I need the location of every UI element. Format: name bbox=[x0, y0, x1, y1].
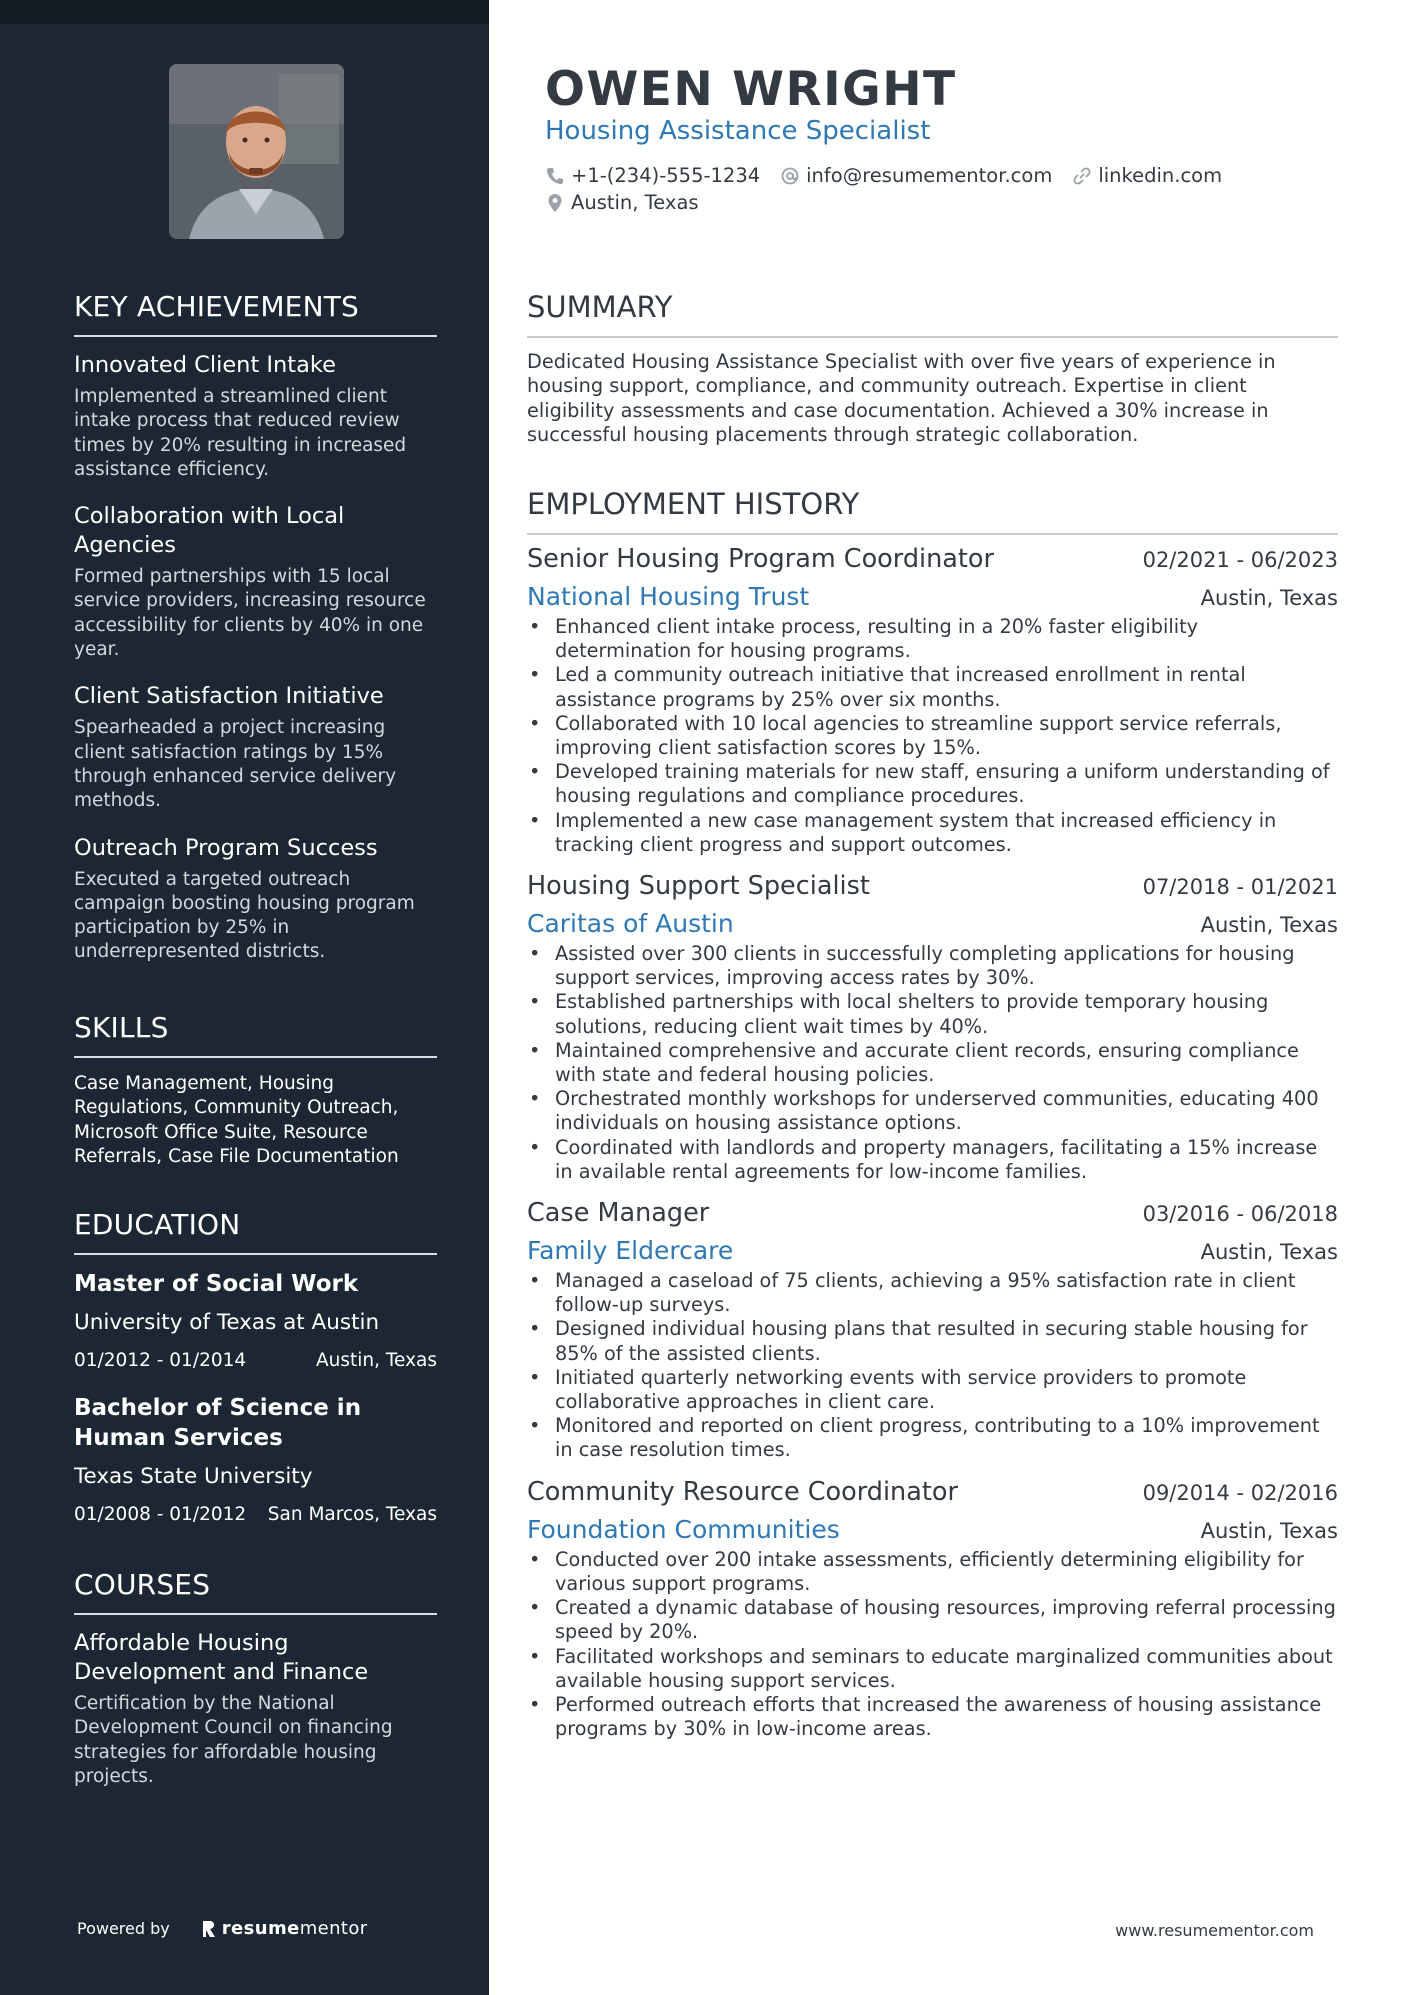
achievement-title: Collaboration with Local Agencies bbox=[74, 503, 345, 559]
linkedin-text: linkedin.com bbox=[1098, 164, 1223, 187]
achievement-title: Client Satisfaction Initiative bbox=[74, 683, 384, 710]
contact-email[interactable] bbox=[780, 164, 1052, 187]
job-title: Community Resource Coordinator bbox=[527, 1476, 958, 1507]
course-desc: Certification by the National Development Council on financing strategies for affordable housing projects. bbox=[74, 1693, 393, 1787]
job-dates: 09/2014 - 02/2016 bbox=[1142, 1480, 1338, 1505]
job-head bbox=[527, 1477, 1338, 1507]
job-bullet: • Implemented a new case management system that increased efficiency in tracking client progress and support outcomes. bbox=[527, 809, 1338, 857]
job-location: Austin, Texas bbox=[1200, 586, 1338, 610]
contact-linkedin[interactable] bbox=[1072, 164, 1222, 187]
achievement-item bbox=[74, 502, 437, 662]
skills-section bbox=[74, 1011, 437, 1169]
job-entry bbox=[527, 1198, 1338, 1463]
key-achievements-section bbox=[74, 290, 437, 985]
job-bullet: • Created a dynamic database of housing resources, improving referral processing speed by 20%. bbox=[527, 1596, 1338, 1644]
contact-location bbox=[545, 191, 699, 214]
courses-section bbox=[74, 1568, 437, 1809]
skills-list: Case Management, Housing Regulations, Community Outreach, Microsoft Office Suite, Resource Referrals, Case File Documentation bbox=[74, 1073, 399, 1167]
job-head bbox=[527, 544, 1338, 574]
job-bullet: • Designed individual housing plans that resulted in securing stable housing for 85% of the assisted clients. bbox=[527, 1317, 1338, 1365]
brand-bold: resume bbox=[221, 1918, 300, 1939]
education-school: University of Texas at Austin bbox=[74, 1310, 380, 1335]
education-school: Texas State University bbox=[74, 1464, 313, 1489]
achievement-item bbox=[74, 834, 437, 965]
job-bullet: • Performed outreach efforts that increased the awareness of housing assistance programs by 30% in low-income areas. bbox=[527, 1693, 1338, 1741]
achievement-title: Innovated Client Intake bbox=[74, 352, 336, 378]
job-sub bbox=[527, 582, 1338, 611]
resumementor-logo-icon bbox=[200, 1919, 218, 1939]
achievement-item bbox=[74, 682, 437, 813]
job-bullet: • Assisted over 300 clients in successfully completing applications for housing support services, improving access rates by 30%. bbox=[527, 942, 1338, 990]
education-dates: 01/2012 - 01/2014 bbox=[74, 1350, 247, 1371]
education-section bbox=[74, 1208, 437, 1547]
contact-row-2 bbox=[545, 191, 699, 214]
job-entry bbox=[527, 544, 1338, 857]
contact-phone[interactable] bbox=[545, 164, 760, 187]
achievement-desc: Formed partnerships with 15 local service providers, increasing resource accessibility for clients by 40% in one year. bbox=[74, 566, 426, 661]
key-achievements-heading: KEY ACHIEVEMENTS bbox=[74, 290, 437, 337]
achievement-item bbox=[74, 351, 437, 482]
location-pin-icon bbox=[545, 193, 565, 213]
employment-heading: EMPLOYMENT HISTORY bbox=[527, 487, 1338, 535]
job-bullet: • Managed a caseload of 75 clients, achieving a 95% satisfaction rate in client follow-up surveys. bbox=[527, 1269, 1338, 1317]
resumementor-logo[interactable] bbox=[200, 1918, 368, 1939]
job-location: Austin, Texas bbox=[1200, 913, 1338, 938]
resumementor-wordmark bbox=[222, 1918, 368, 1939]
education-heading: EDUCATION bbox=[74, 1208, 437, 1255]
phone-text: +1-(234)-555-1234 bbox=[571, 164, 761, 187]
job-bullet: • Established partnerships with local shelters to provide temporary housing solutions, reducing client wait times by 40%. bbox=[527, 990, 1338, 1038]
job-sub bbox=[527, 1236, 1338, 1265]
achievement-desc: Spearheaded a project increasing client satisfaction ratings by 15% through enhanced service delivery methods. bbox=[74, 717, 397, 812]
job-bullet: • Coordinated with landlords and property managers, facilitating a 15% increase in available rental agreements for low-income families. bbox=[527, 1136, 1338, 1184]
education-degree: Bachelor of Science in Human Services bbox=[74, 1395, 362, 1451]
employment-list bbox=[527, 544, 1338, 1755]
job-entry bbox=[527, 1477, 1338, 1742]
achievement-title: Outreach Program Success bbox=[74, 834, 378, 861]
job-bullet: • Enhanced client intake process, resulting in a 20% faster eligibility determination for housing programs. bbox=[527, 615, 1338, 663]
job-location: Austin, Texas bbox=[1200, 1518, 1338, 1543]
education-dates: 01/2008 - 01/2012 bbox=[74, 1504, 247, 1525]
job-bullet: • Facilitated workshops and seminars to educate marginalized communities about available housing support services. bbox=[527, 1645, 1338, 1693]
job-title: Case Manager bbox=[527, 1198, 710, 1229]
job-bullets bbox=[527, 615, 1338, 857]
powered-by-footer bbox=[77, 1918, 368, 1939]
course-item bbox=[74, 1629, 437, 1789]
at-icon bbox=[780, 166, 800, 186]
skills-heading: SKILLS bbox=[74, 1011, 437, 1058]
sidebar bbox=[0, 0, 489, 1995]
job-sub bbox=[527, 909, 1338, 938]
sidebar-top-band bbox=[0, 0, 489, 24]
contact-row bbox=[545, 164, 1222, 187]
education-location: Austin, Texas bbox=[315, 1350, 437, 1371]
candidate-name: OWEN WRIGHT bbox=[545, 62, 957, 117]
job-head bbox=[527, 1198, 1338, 1228]
job-company: Caritas of Austin bbox=[527, 909, 734, 939]
job-bullets bbox=[527, 942, 1338, 1184]
job-sub bbox=[527, 1515, 1338, 1544]
job-bullet: • Collaborated with 10 local agencies to streamline support service referrals, improving client satisfaction scores by 15%. bbox=[527, 712, 1338, 760]
job-bullet: • Developed training materials for new staff, ensuring a uniform understanding of housing regulations and compliance procedures. bbox=[527, 760, 1338, 808]
job-bullet: • Orchestrated monthly workshops for underserved communities, educating 400 individuals on housing assistance options. bbox=[527, 1087, 1338, 1135]
phone-icon bbox=[545, 166, 565, 186]
education-item bbox=[74, 1393, 437, 1527]
link-icon bbox=[1072, 166, 1092, 186]
summary-text: Dedicated Housing Assistance Specialist with over five years of experience in housing support, compliance, and community outreach. Expertise in client eligibility assessments and case documentation. Achieved a 30% increase in successful housing placements through strategic collaboration. bbox=[527, 350, 1276, 446]
brand-light: mentor bbox=[299, 1918, 368, 1939]
job-bullet: • Initiated quarterly networking events with service providers to promote collaborative approaches in client care. bbox=[527, 1366, 1338, 1414]
job-title: Housing Support Specialist bbox=[527, 871, 870, 902]
location-text: Austin, Texas bbox=[571, 191, 699, 214]
job-bullet: • Monitored and reported on client progress, contributing to a 10% improvement in case resolution times. bbox=[527, 1414, 1338, 1462]
profile-photo bbox=[169, 64, 344, 239]
job-bullets bbox=[527, 1548, 1338, 1742]
education-degree: Master of Social Work bbox=[74, 1271, 359, 1297]
website-link[interactable]: www.resumementor.com bbox=[1115, 1921, 1314, 1940]
candidate-title: Housing Assistance Specialist bbox=[545, 116, 931, 146]
powered-by-label: Powered by bbox=[77, 1919, 170, 1938]
job-dates: 03/2016 - 06/2018 bbox=[1142, 1202, 1338, 1227]
job-dates: 07/2018 - 01/2021 bbox=[1142, 875, 1338, 900]
email-text: info@resumementor.com bbox=[806, 164, 1053, 187]
job-entry bbox=[527, 871, 1338, 1184]
education-meta bbox=[74, 1503, 437, 1527]
job-title: Senior Housing Program Coordinator bbox=[527, 544, 994, 574]
achievement-desc: Executed a targeted outreach campaign boosting housing program participation by 25% in underrepresented districts. bbox=[74, 868, 415, 963]
job-bullets bbox=[527, 1269, 1338, 1463]
achievement-desc: Implemented a streamlined client intake process that reduced review times by 20% resulting in increased assistance efficiency. bbox=[74, 386, 407, 480]
job-company: Foundation Communities bbox=[527, 1514, 840, 1544]
job-bullet: • Led a community outreach initiative that increased enrollment in rental assistance programs by 25% over six months. bbox=[527, 663, 1338, 711]
education-item bbox=[74, 1269, 437, 1373]
job-dates: 02/2021 - 06/2023 bbox=[1142, 548, 1338, 572]
courses-heading: COURSES bbox=[74, 1568, 437, 1615]
education-location: San Marcos, Texas bbox=[267, 1504, 437, 1525]
summary-heading: SUMMARY bbox=[527, 290, 1338, 338]
job-head bbox=[527, 871, 1338, 901]
job-location: Austin, Texas bbox=[1200, 1240, 1338, 1265]
job-bullet: • Conducted over 200 intake assessments, efficiently determining eligibility for various support programs. bbox=[527, 1548, 1338, 1596]
job-company: National Housing Trust bbox=[527, 582, 810, 611]
course-title: Affordable Housing Development and Finance bbox=[74, 1630, 369, 1685]
job-company: Family Eldercare bbox=[527, 1236, 734, 1266]
job-bullet: • Maintained comprehensive and accurate client records, ensuring compliance with state and federal housing policies. bbox=[527, 1039, 1338, 1087]
education-meta bbox=[74, 1349, 437, 1373]
